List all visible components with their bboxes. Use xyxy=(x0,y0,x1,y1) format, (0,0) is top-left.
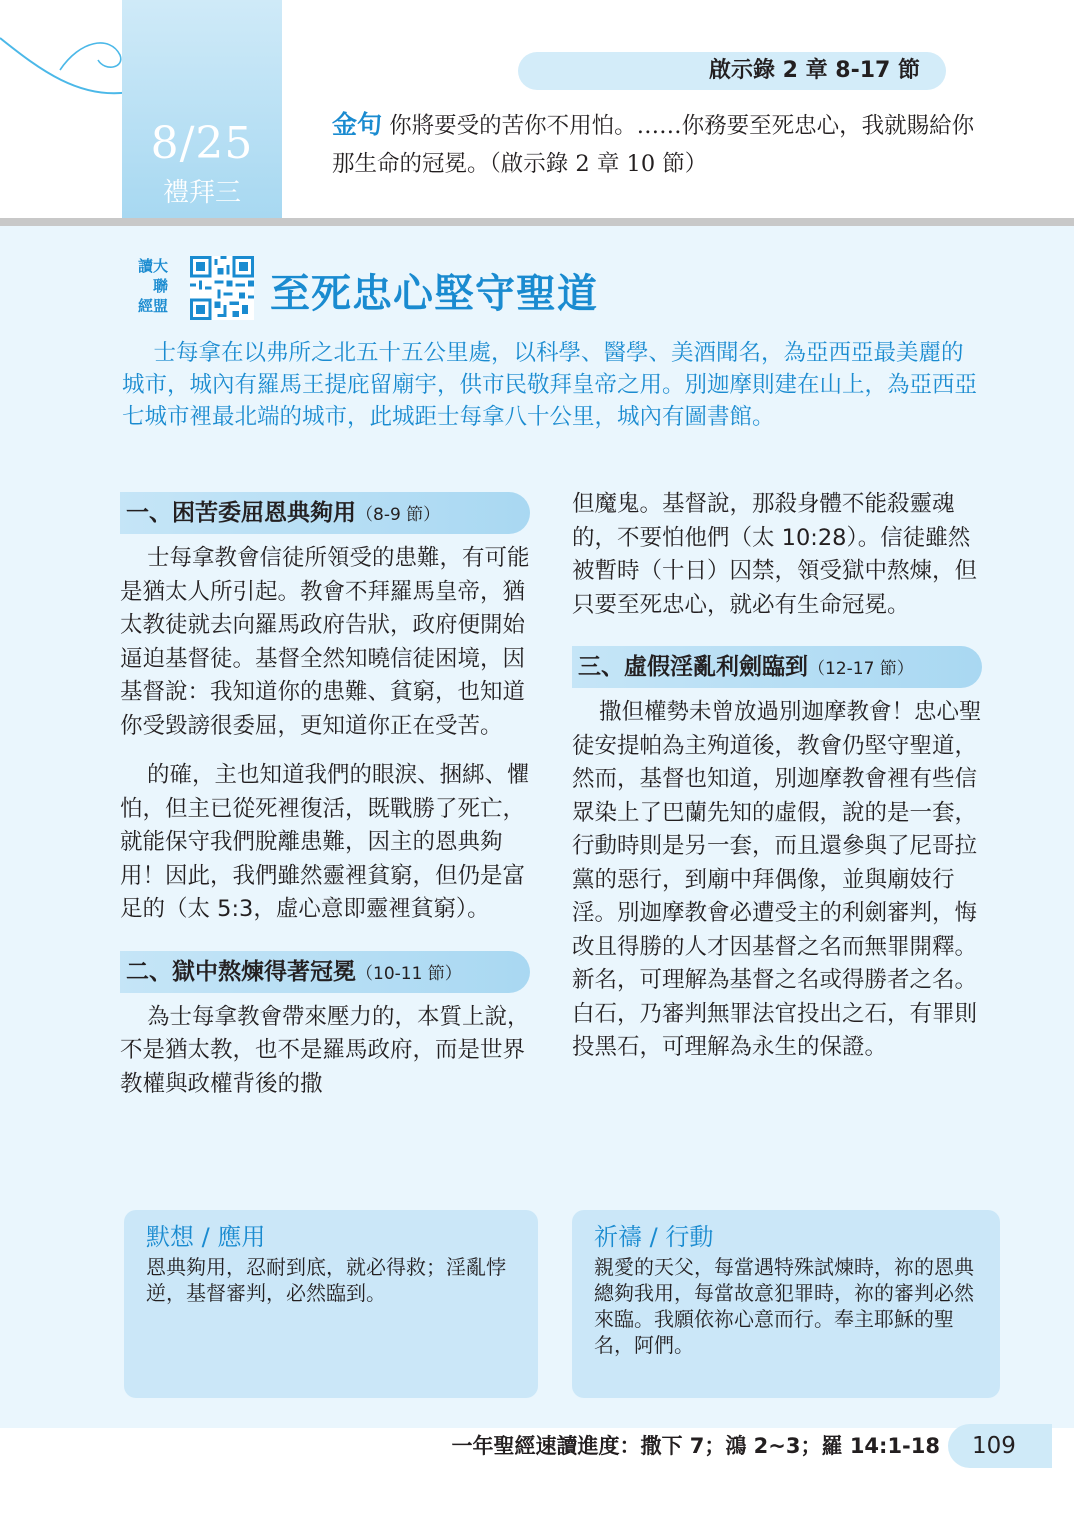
page-number: 109 xyxy=(948,1424,1052,1468)
right-column xyxy=(572,488,982,1065)
golden-verse-text: 你將要受的苦你不用怕。……你務要至死忠心，我就賜給你那生命的冠冕。（啟示錄 2 章 10 節） xyxy=(332,113,975,177)
section-1-paragraph-1: 士每拿教會信徒所領受的患難，有可能是猶太人所引起。教會不拜羅馬皇帝，猶太教徒就去向羅馬政府告狀，政府便開始逼迫基督徒。基督全然知曉信徒困境，因基督說：我知道你的患難、貧窮，也知道你受毀謗很委屈，更知道你正在受苦。 xyxy=(120,545,530,739)
prayer-title: 祈禱 / 行動 xyxy=(594,1223,714,1251)
qr-code-icon[interactable] xyxy=(190,256,254,320)
meditation-box xyxy=(124,1210,538,1398)
lesson-intro: 士每拿在以弗所之北五十五公里處，以科學、醫學、美酒聞名，為亞西亞最美麗的城市，城內有羅馬王提庇留廟宇，供市民敬拜皇帝之用。別迦摩則建在山上，為亞西亞七城市裡最北端的城市，此城距士每拿八十公里，城內有圖書館。 xyxy=(122,340,978,430)
meditation-title: 默想 / 應用 xyxy=(146,1223,266,1251)
lesson-title: 至死忠心堅守聖道 xyxy=(270,270,598,317)
section-3-paragraph-1: 撒但權勢未曾放過別迦摩教會！忠心聖徒安提帕為主殉道後，教會仍堅守聖道，然而，基督也知道，別迦摩教會裡有些信眾染上了巴蘭先知的虛假，說的是一套，行動時則是另一套，而且還參與了尼哥拉黨的惡行，到廟中拜偶像，並與廟妓行淫。別迦摩教會必遭受主的利劍審判，悔改且得勝的人才因基督之名而無罪開釋。新名，可理解為基督之名或得勝者之名。白石，乃審判無罪法官投出之石，有罪則投黑石，可理解為永生的保證。 xyxy=(572,699,982,1060)
weekday: 禮拜三 xyxy=(162,178,241,208)
league-line-2: 聯 xyxy=(138,277,169,295)
section-1-heading xyxy=(120,492,530,534)
date-tab xyxy=(122,0,282,220)
section-2-paragraph-1: 為士每拿教會帶來壓力的，本質上說，不是猶太教，也不是羅馬政府，而是世界教權與政權背後的撒 xyxy=(120,1003,530,1097)
league-line-1: 讀大 xyxy=(138,257,169,275)
section-2-title: 二、獄中熬煉得著冠冕 xyxy=(126,958,356,985)
prayer-box xyxy=(572,1210,1000,1398)
left-column xyxy=(120,492,530,1101)
section-3-title: 三、虛假淫亂利劍臨到 xyxy=(578,654,808,680)
section-1-paragraph-2: 的確，主也知道我們的眼淚、捆綁、懼怕，但主已從死裡復活，既戰勝了死亡，就能保守我們脫離患難，因主的恩典夠用！因此，我們雖然靈裡貧窮，但仍是富足的（太 5:3，虛心意即靈裡貧窮）。 xyxy=(120,762,530,922)
section-2-heading xyxy=(120,951,530,993)
section-2-verses: （10-11 節） xyxy=(356,963,462,984)
section-1-title: 一、困苦委屈恩典夠用 xyxy=(126,500,356,526)
league-line-3: 經盟 xyxy=(138,297,169,315)
reading-progress: 一年聖經速讀進度：撒下 7；鴻 2~3；羅 14:1-18 xyxy=(451,1434,940,1458)
section-3-heading xyxy=(572,646,982,688)
section-1-verses: （8-9 節） xyxy=(356,505,441,525)
header-divider xyxy=(0,218,1074,226)
golden-verse-label: 金句 xyxy=(332,110,383,139)
scripture-reference: 啟示錄 2 章 8-17 節 xyxy=(518,52,946,90)
golden-verse xyxy=(332,106,992,183)
section-3-verses: （12-17 節） xyxy=(808,659,914,679)
bible-reading-league-label xyxy=(138,256,190,322)
prayer-text: 親愛的天父，每當遇特殊試煉時，祢的恩典總夠我用，每當故意犯罪時，祢的審判必然來臨。我願依祢心意而行。奉主耶穌的聖名，阿們。 xyxy=(594,1255,974,1357)
meditation-text: 恩典夠用，忍耐到底，就必得救；淫亂悖逆，基督審判，必然臨到。 xyxy=(146,1255,506,1305)
section-2-paragraph-2: 但魔鬼。基督說，那殺身體不能殺靈魂的，不要怕他們（太 10:28）。信徒雖然被暫時（十日）囚禁，領受獄中熬煉，但只要至死忠心，就必有生命冠冕。 xyxy=(572,491,978,618)
date: 8/25 xyxy=(150,118,254,169)
